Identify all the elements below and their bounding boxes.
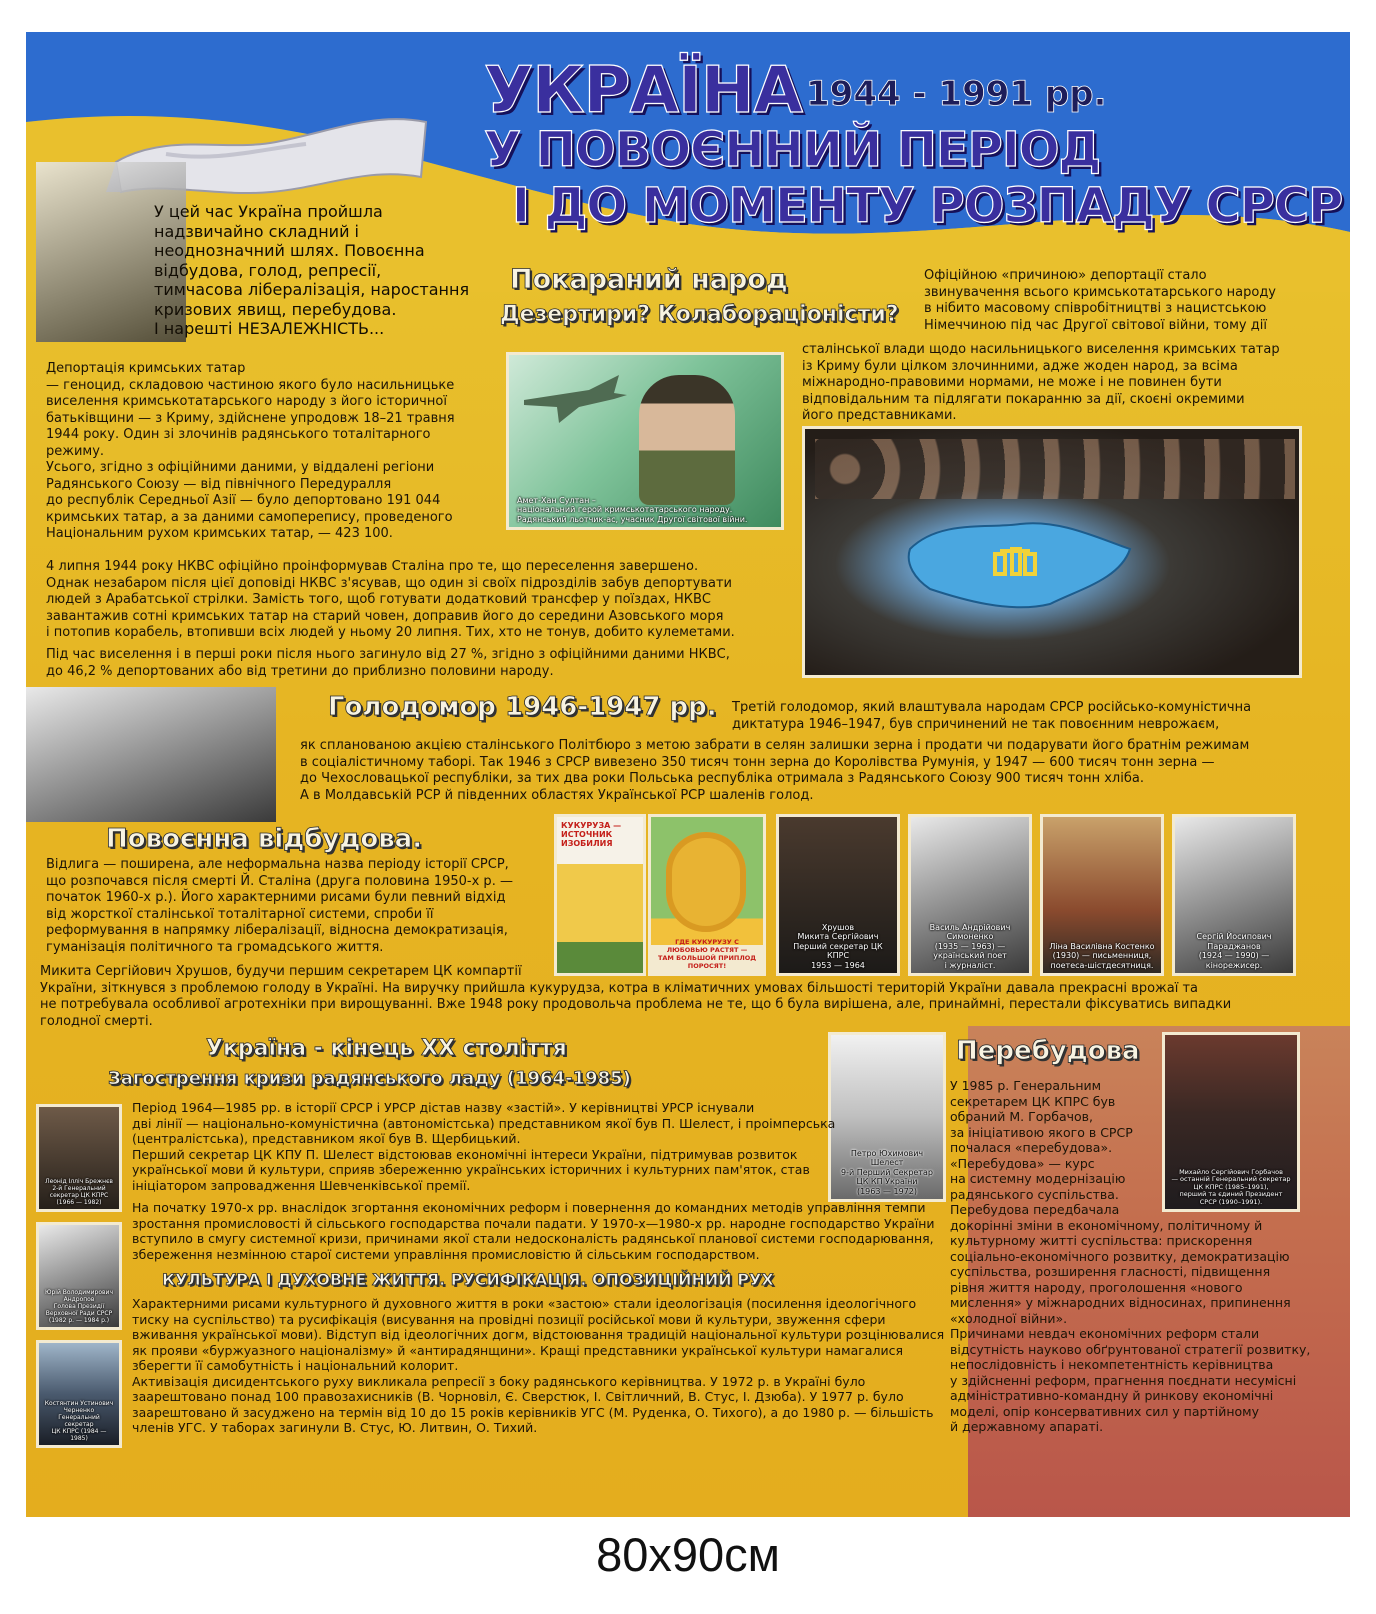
intro-text: У цей час Україна пройшла надзвичайно складний і неоднозначний шлях. Повоєнна відбудова, голод, репресії, тимчасова лібералізація, наростання кризових явищ, перебудова. І нарешті НЕЗАЛЕЖНІСТЬ... [154, 202, 470, 338]
leader-caption: Леонід Ілліч Брежнєв 2-й Генеральний секретар ЦК КПРС (1966 — 1982) [45, 1178, 113, 1206]
deportation-para2: 4 липня 1944 року НКВС офіційно проінформував Сталіна про те, що переселення завершено. Однак незабаром після цієї доповіді НКВС з'ясував, що один зі своїх підрозділів забув депортувати людей з Арабатської стрілки. Замість того, щоб готувати додатковий трансфер у поїздах, НКВС завантажив сотні кримських татар на старий човен, доправив його до середини Азовського моря і потопив корабель, втопивши всіх людей у ньому 20 липня. Тих, хто не тонув, добито кулеметами. [46, 559, 735, 640]
famine-text-main: як спланованою акцією сталінського Політбюро з метою забрати в селян залишки зерна і продати чи подарувати його братнім режимам в соціалістичному таборі. Так 1946 з СРСР вивезено 350 тисяч тонн зерна до Королівства Румунія, у 1947 — 600 тисяч тонн зерна — до Чехословацької республіки, за тих два роки Польська республіка отримала з Радянського Союзу 900 тисяч тонн хліба. А в Молдавській РСР й південних областях Української РСР шаленів голод. [300, 738, 1250, 803]
leader-portrait-brezhnev [36, 1104, 122, 1212]
perestroika-heading: Перебудова [956, 1036, 1140, 1066]
portrait-khrushchev [776, 814, 900, 976]
portrait-symonenko [908, 814, 1032, 976]
corn-poster-1-caption: КУКУРУЗА — ИСТОЧНИК ИЗОБИЛИЯ [561, 821, 622, 848]
poster-title-line3: І ДО МОМЕНТУ РОЗПАДУ СРСР [512, 178, 1343, 234]
late-subheading: Загострення кризи радянського ладу (1964-1985) [108, 1068, 631, 1089]
culture-heading: КУЛЬТУРА І ДУХОВНЕ ЖИТТЯ. РУСИФІКАЦІЯ. ОПОЗИЦІЙНИЙ РУХ [162, 1270, 774, 1289]
famine-photo [26, 687, 276, 822]
leader-portrait-chernenko [36, 1340, 122, 1448]
leader-portrait-andropov [36, 1222, 122, 1330]
famine-heading: Голодомор 1946-1947 рр. [328, 692, 717, 722]
airplane-icon [519, 365, 629, 425]
punished-subheading: Дезертири? Колабораціоністи? [500, 302, 899, 327]
culture-text: Характерними рисами культурного й духовного життя в роки «застою» стали ідеологізація (посилення ідеологічного тиску на суспільство) та русифікація (висування на провідні позиції російської мови й культури, звуження сфери вживання української мови). Відступ від ідеологічних догм, відстоювання традицій національної культури розцінювалися як прояви «буржуазного націоналізму» й «антирадянщини». Кращі представники української культури намагалися зберегти її самобутність і національний колорит. Активізація дисидентського руху викликала репресії з боку радянського керівництва. У 1972 р. в Україні було заарештовано понад 100 правозахисників (В. Чорновіл, Є. Сверстюк, І. Світличний, В. Стус, І. Дзюба). У 1977 р. було заарештовано й засуджено на термін від 10 до 15 років керівників УГС (М. Руденка, О. Тихого), а до 1980 р. — більшість членів УГС. У таборах загинули В. Стус, Ю. Литвин, О. Тихий. [132, 1296, 945, 1435]
crisis-text: На початку 1970-х рр. внаслідок згортання економічних реформ і повернення до командних методів управління темпи зростання промисловості й сільського господарства почали падати. У 1970-х—1980-х рр. народне господарство України вступило в смугу системної кризи, причинами якої стали недосконалість радянської планової системи господарювання, збереження незмінною старої системи управління промисловістю й сільським господарством. [132, 1200, 935, 1262]
stagnation-text: Період 1964—1985 рр. в історії СРСР і УРСР дістав назву «застій». У керівництві УРСР існували дві лінії — національно-комуністична (автономістська) представником якої був П. Шелест, і проімперська (централістська), представником якої був В. Щербицький. Перший секретар ЦК КПУ П. Шелест відстоював економічні інтереси України, підтримував розвиток української мови й культури, сприяв збереженню українських історичних і культурних пам'яток, став ініціатором запровадження Шевченківської премії. [132, 1100, 836, 1193]
portrait-caption: Ліна Василівна Костенко (1930) — письменниця, поетеса-шістдесятниця. [1049, 941, 1155, 970]
crowd-faces [815, 439, 1295, 499]
portrait-parajanov [1172, 814, 1296, 976]
punished-right-mid-text: сталінської влади щодо насильницького виселення кримських татар із Криму були цілком злочинними, адже жоден народ, за всіма міжнародно-правовими нормами, не може і не повинен бути відповідальним та підлягати покаранню за дії, скоєні окремими його представниками. [802, 342, 1280, 423]
thaw-text: Відлига — поширена, але неформальна назва періоду історії СРСР, що розпочався після смерті Й. Сталіна (друга половина 1950-х р. — початок 1960-х р.). Його характерними рисами були певний відхід від жорсткої сталінської тоталітарної системи, спроби її реформування в напрямку лібералізації, відносна демократизація, гуманізація політичного та громадського життя. [46, 857, 513, 955]
shelest-portrait [828, 1032, 946, 1202]
portrait-kostenko [1040, 814, 1164, 976]
gorbachev-caption: Михайло Сергійович Горбачов — останній Генеральний секретар ЦК КПРС (1985–1991), перший та єдиний Президент СРСР (1990–1991). [1171, 1167, 1291, 1206]
crimea-flag-map [900, 509, 1140, 619]
amet-khan-photo [506, 352, 784, 530]
portrait-caption: Василь Андрійович Симоненко (1935 — 1963) — український поет і журналіст. [929, 922, 1011, 970]
corn-poster-2 [648, 814, 766, 976]
amet-khan-caption: Амет-Хан Султан – національний герой кримськотатарського народу. Радянський льотчик-ас, учасник Другої світової війни. [517, 495, 748, 524]
poster [26, 32, 1350, 1517]
crimean-tatar-painting [802, 426, 1302, 678]
late-heading: Україна - кінець XX століття [206, 1036, 567, 1061]
khrushchev-text: Микита Сергійович Хрушов, будучи першим секретарем ЦК компартії України, зіткнувся з проблемою голоду в Україні. На виручку прийшла кукурудза, котра в кліматичних умовах більшості територій України давала прекрасні врожаї та не потребувала особливої агротехніки при вирощуванні. Вже 1948 року продовольча проблема не те, що б була вирішена, але, принаймні, перестали фіксуватись випадки голодної смерті. [40, 964, 1232, 1029]
size-label: 80x90см [596, 1528, 780, 1581]
poster-title-line2: У ПОВОЄННИЙ ПЕРІОД [484, 122, 1101, 178]
rebuild-heading: Повоєнна відбудова. [106, 824, 423, 854]
punished-heading: Покараний народ [510, 264, 788, 295]
leader-caption: Костянтин Устинович Черненко Генеральний секретар ЦК КПРС (1984 — 1985) [44, 1400, 114, 1442]
corn-poster-1 [554, 814, 646, 976]
leader-caption: Юрій Володимирович Андропов Голова Президії Верховної Ради СРСР (1982 р. — 1984 р.) [45, 1289, 113, 1324]
poster-title-line1: УКРАЇНА [484, 54, 802, 128]
portrait-caption: Сергій Йосипович Параджанов (1924 — 1990) — кінорежисер. [1196, 932, 1272, 970]
deportation-para3: Під час виселення і в перші роки після нього загинуло від 27 %, згідно з офіційними даними НКВС, до 46,2 % депортованих або від третини до приблизно половини народу. [46, 647, 730, 679]
poster-title-years: 1944 - 1991 рр. [806, 74, 1107, 114]
corn-poster-2-caption: ГДЕ КУКУРУЗУ С ЛЮБОВЬЮ РАСТЯТ — ТАМ БОЛЬШОЙ ПРИПЛОД ПОРОСЯТ! [657, 938, 757, 970]
portrait-caption: Хрушов Микита Сергійович Перший секретар ЦК КПРС 1953 — 1964 [793, 922, 883, 970]
corn-cob-illustration [666, 832, 746, 932]
perestroika-text: У 1985 р. Генеральним секретарем ЦК КПРС був обраний М. Горбачов, за ініціативою якого в СРСР почалася «перебудова». «Перебудова» — курс на системну модернізацію радянського суспільства. Перебудова передбачала докорінні зміни в економічному, політичному й культурному житті суспільства: прискорення соціально-економічного розвитку, демократизацію суспільства, розширення гласності, підвищення рівня життя народу, проголошення «нового мислення» у міжнародних відносинах, припинення «холодної війни». Причинами невдач економічних реформ стали відсутність науково обґрунтованої стратегії розвитку, непослідовність і некомпетентність керівництва у здійсненні реформ, прагнення поєднати несумісні адміністративно-командну й ринкову економічні моделі, опір консервативних сил у партійному й державному апараті. [950, 1078, 1311, 1434]
shelest-caption: Петро Юхимович Шелест 9-й Перший Секретар ЦК КП України (1963 — 1972) [841, 1148, 933, 1196]
famine-text-right: Третій голодомор, який влаштувала народам СРСР російсько-комуністична диктатура 1946–1947, був спричинений не так повоєнним неврожаєм, [732, 700, 1252, 732]
punished-right-top-text: Офіційною «причиною» депортації стало звинувачення всього кримськотатарського народу в нібито масовому співробітництві з нацистською Німеччиною під час Другої світової війни, тому дії [924, 268, 1277, 333]
deportation-text: Депортація кримських татар — геноцид, складовою частиною якого було насильницьке виселення кримськотатарського народу з його історичної батьківщини — з Криму, здійснене упродовж 18–21 травня 1944 року. Один зі злочинів радянського тоталітарного режиму. Усього, згідно з офіційними даними, у віддалені регіони Радянського Союзу — від північного Передуралля до республік Середньої Азії — було депортовано 191 044 кримських татар, а за даними самоперепису, проведеного Національним рухом кримських татар, — 423 100. [46, 361, 455, 541]
pilot-portrait [639, 375, 735, 505]
gorbachev-portrait [1162, 1032, 1300, 1212]
